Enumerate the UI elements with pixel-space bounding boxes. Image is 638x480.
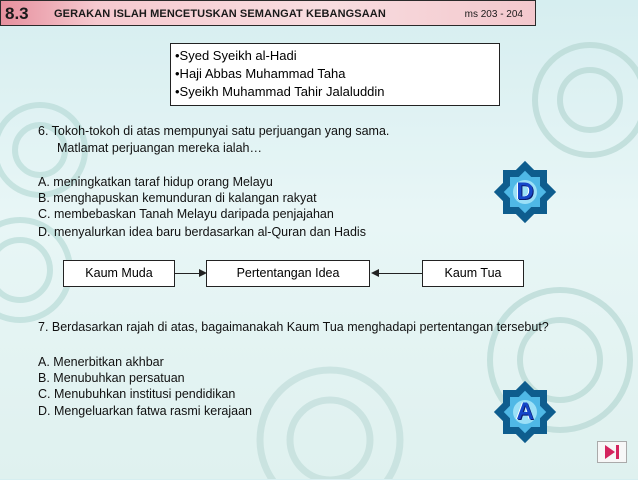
answer-letter-7: A [516,398,534,425]
question-6-option-d[interactable]: D. menyalurkan idea baru berdasarkan al-Quran dan Hadis [38,225,366,239]
answer-letter-6: D [516,178,534,205]
arrow-left-line [377,273,422,274]
next-slide-icon [598,442,626,462]
question-7-option-a[interactable]: A. Menerbitkan akhbar [38,355,164,369]
question-6-option-c[interactable]: C. membebaskan Tanah Melayu daripada penjajahan [38,207,334,221]
flow-box-kaum-muda: Kaum Muda [63,260,175,287]
question-6-option-b[interactable]: B. menghapuskan kemunduran di kalangan rakyat [38,191,317,205]
section-number: 8.3 [5,4,29,23]
question-6-text: 6. Tokoh-tokoh di atas mempunyai satu perjuangan yang sama. [38,124,390,138]
question-7-option-b[interactable]: B. Menubuhkan persatuan [38,371,185,385]
flow-box-kaum-tua: Kaum Tua [422,260,524,287]
section-title: GERAKAN ISLAH MENCETUSKAN SEMANGAT KEBANGSAAN [54,8,386,20]
figure-item: •Syed Syeikh al-Hadi [175,48,297,63]
page-reference: ms 203 - 204 [464,9,523,20]
question-7-option-d[interactable]: D. Mengeluarkan fatwa rasmi kerajaan [38,404,252,418]
flow-box-pertentangan-idea: Pertentangan Idea [206,260,370,287]
figure-item: •Syeikh Muhammad Tahir Jalaluddin [175,84,385,99]
question-6-option-a[interactable]: A. meningkatkan taraf hidup orang Melayu [38,175,273,189]
question-7-option-c[interactable]: C. Menubuhkan institusi pendidikan [38,387,236,401]
figure-item: •Haji Abbas Muhammad Taha [175,66,346,81]
slide-header [0,0,536,26]
next-slide-button[interactable] [597,441,627,463]
figures-list-box [170,43,500,106]
question-6-text-2: Matlamat perjuangan mereka ialah… [57,141,262,155]
question-7-text: 7. Berdasarkan rajah di atas, bagaimanakah Kaum Tua menghadapi pertentangan tersebut? [38,320,549,334]
